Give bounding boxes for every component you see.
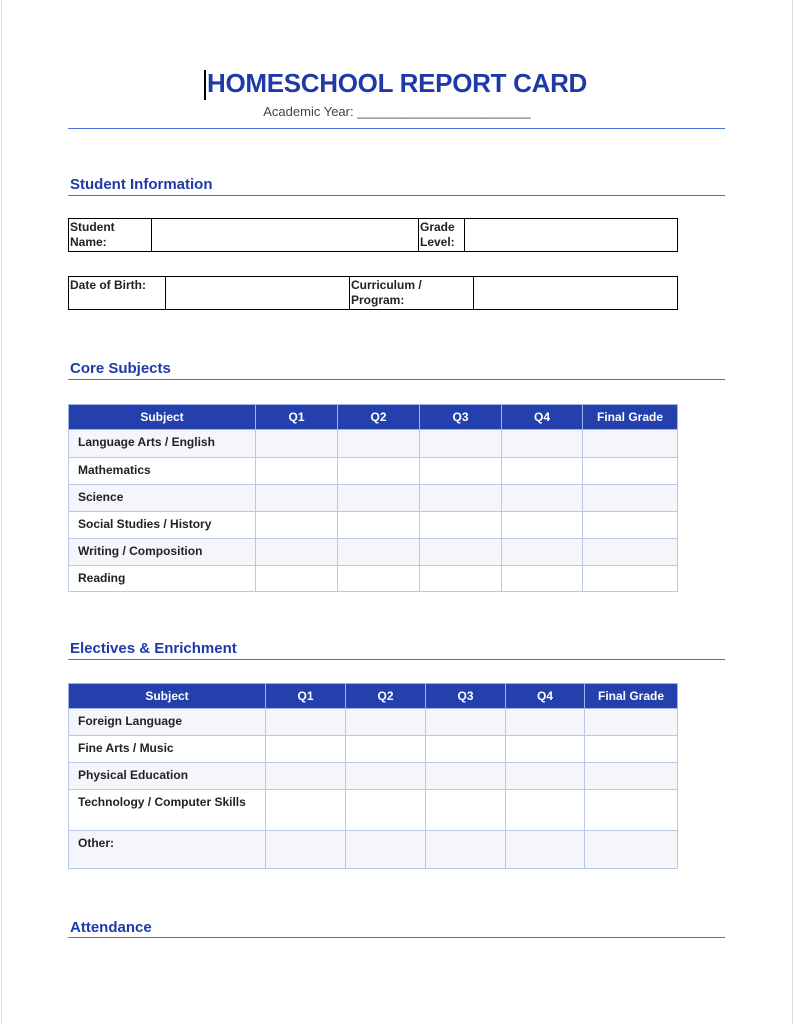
column-header-final-grade: Final Grade	[583, 405, 678, 430]
electives-heading[interactable]: Electives & Enrichment	[70, 640, 237, 657]
grade-cell[interactable]	[506, 790, 585, 831]
grade-cell[interactable]	[266, 790, 346, 831]
grade-cell[interactable]	[502, 566, 583, 592]
subject-cell: Language Arts / English	[69, 430, 256, 458]
table-row	[69, 763, 678, 790]
grade-cell[interactable]	[502, 458, 583, 485]
grade-cell[interactable]	[583, 512, 678, 539]
grade-cell[interactable]	[420, 512, 502, 539]
column-header-q1: Q1	[266, 684, 346, 709]
grade-cell[interactable]	[502, 539, 583, 566]
subject-cell: Physical Education	[69, 763, 266, 790]
grade-cell[interactable]	[426, 736, 506, 763]
student-info-heading[interactable]: Student Information	[70, 176, 213, 193]
column-header-q2: Q2	[338, 405, 420, 430]
grade-cell[interactable]	[506, 831, 585, 869]
grade-cell[interactable]	[338, 512, 420, 539]
column-header-q4: Q4	[502, 405, 583, 430]
curriculum-label: Curriculum / Program:	[350, 277, 474, 310]
grade-cell[interactable]	[256, 485, 338, 512]
grade-cell[interactable]	[583, 566, 678, 592]
grade-level-label: Grade Level:	[419, 219, 465, 252]
core-subjects-table	[68, 404, 678, 592]
grade-cell[interactable]	[266, 709, 346, 736]
grade-cell[interactable]	[426, 831, 506, 869]
grade-cell[interactable]	[502, 512, 583, 539]
grade-cell[interactable]	[256, 539, 338, 566]
date-of-birth-field[interactable]	[166, 277, 350, 310]
table-header-row	[69, 684, 678, 709]
grade-cell[interactable]	[585, 736, 678, 763]
table-row	[69, 485, 678, 512]
grade-cell[interactable]	[426, 790, 506, 831]
title-divider	[68, 128, 725, 129]
grade-cell[interactable]	[420, 485, 502, 512]
grade-cell[interactable]	[502, 485, 583, 512]
table-row	[69, 831, 678, 869]
subject-cell: Foreign Language	[69, 709, 266, 736]
student-name-field[interactable]	[152, 219, 419, 252]
column-header-q2: Q2	[346, 684, 426, 709]
grade-cell[interactable]	[420, 566, 502, 592]
grade-cell[interactable]	[346, 790, 426, 831]
electives-divider	[68, 659, 725, 660]
date-of-birth-label: Date of Birth:	[69, 277, 166, 310]
academic-year-line[interactable]: Academic Year: ________________________	[263, 104, 531, 119]
column-header-subject: Subject	[69, 405, 256, 430]
grade-cell[interactable]	[420, 430, 502, 458]
grade-cell[interactable]	[338, 430, 420, 458]
grade-cell[interactable]	[256, 566, 338, 592]
table-row	[69, 539, 678, 566]
grade-cell[interactable]	[426, 763, 506, 790]
grade-cell[interactable]	[420, 458, 502, 485]
grade-cell[interactable]	[585, 709, 678, 736]
grade-cell[interactable]	[346, 831, 426, 869]
grade-cell[interactable]	[266, 763, 346, 790]
grade-cell[interactable]	[585, 790, 678, 831]
curriculum-field[interactable]	[474, 277, 678, 310]
attendance-divider	[68, 937, 725, 938]
grade-level-field[interactable]	[465, 219, 678, 252]
subject-cell: Technology / Computer Skills	[69, 790, 266, 831]
grade-cell[interactable]	[426, 709, 506, 736]
column-header-subject: Subject	[69, 684, 266, 709]
subject-cell: Other:	[69, 831, 266, 869]
column-header-q3: Q3	[426, 684, 506, 709]
grade-cell[interactable]	[583, 458, 678, 485]
grade-cell[interactable]	[256, 512, 338, 539]
table-row	[69, 566, 678, 592]
page-title[interactable]: HOMESCHOOL REPORT CARD	[206, 68, 588, 98]
student-info-divider	[68, 195, 725, 196]
grade-cell[interactable]	[346, 736, 426, 763]
subject-cell: Fine Arts / Music	[69, 736, 266, 763]
table-row	[69, 736, 678, 763]
attendance-heading[interactable]: Attendance	[70, 919, 152, 936]
grade-cell[interactable]	[266, 736, 346, 763]
grade-cell[interactable]	[506, 736, 585, 763]
column-header-q3: Q3	[420, 405, 502, 430]
grade-cell[interactable]	[256, 458, 338, 485]
table-row	[69, 458, 678, 485]
grade-cell[interactable]	[583, 430, 678, 458]
subject-cell: Mathematics	[69, 458, 256, 485]
grade-cell[interactable]	[338, 566, 420, 592]
grade-cell[interactable]	[502, 430, 583, 458]
grade-cell[interactable]	[256, 430, 338, 458]
grade-cell[interactable]	[346, 709, 426, 736]
subject-cell: Reading	[69, 566, 256, 592]
grade-cell[interactable]	[338, 485, 420, 512]
table-row	[69, 790, 678, 831]
column-header-q4: Q4	[506, 684, 585, 709]
grade-cell[interactable]	[506, 763, 585, 790]
grade-cell[interactable]	[585, 763, 678, 790]
grade-cell[interactable]	[266, 831, 346, 869]
grade-cell[interactable]	[583, 539, 678, 566]
grade-cell[interactable]	[346, 763, 426, 790]
table-row	[69, 512, 678, 539]
grade-cell[interactable]	[506, 709, 585, 736]
column-header-q1: Q1	[256, 405, 338, 430]
grade-cell[interactable]	[420, 539, 502, 566]
student-info-table-row2	[68, 276, 678, 310]
table-header-row	[69, 405, 678, 430]
subject-cell: Writing / Composition	[69, 539, 256, 566]
student-info-table-row1	[68, 218, 678, 252]
grade-cell[interactable]	[585, 831, 678, 869]
subject-cell: Social Studies / History	[69, 512, 256, 539]
column-header-final-grade: Final Grade	[585, 684, 678, 709]
grade-cell[interactable]	[338, 539, 420, 566]
table-row	[69, 709, 678, 736]
core-subjects-divider	[68, 379, 725, 380]
subject-cell: Science	[69, 485, 256, 512]
grade-cell[interactable]	[338, 458, 420, 485]
student-name-label: Student Name:	[69, 219, 152, 252]
electives-table	[68, 683, 678, 869]
core-subjects-heading[interactable]: Core Subjects	[70, 360, 171, 377]
grade-cell[interactable]	[583, 485, 678, 512]
table-row	[69, 430, 678, 458]
